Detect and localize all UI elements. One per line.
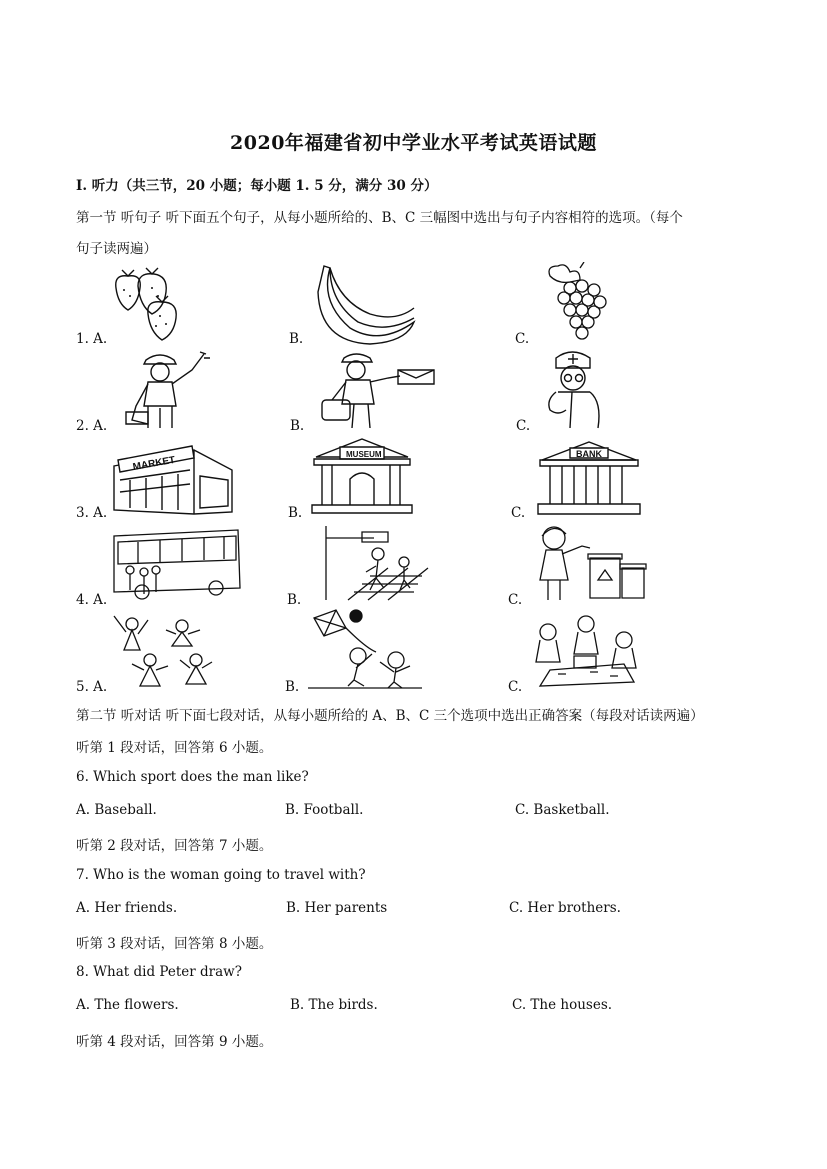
question-8: 8. What did Peter draw? bbox=[76, 964, 242, 980]
dialogue4-instruction: 听第 4 段对话，回答第 9 小题。 bbox=[76, 1034, 273, 1050]
part1-intro: 第一节 听句子 听下面五个句子，从每小题所给的、B、C 三幅图中选出与句子内容相符的选项。（每个 bbox=[76, 210, 683, 226]
bank-icon bbox=[536, 440, 642, 516]
q7-option-a: A. Her friends. bbox=[76, 900, 178, 916]
q2-label-a: 2. A. bbox=[76, 418, 108, 434]
q1-label-a: 1. A. bbox=[76, 331, 108, 347]
q3-label-c: C. bbox=[511, 505, 526, 521]
part2-intro: 第二节 听对话 听下面七段对话，从每小题所给的 A、B、C 三个选项中选出正确答案（每段对话读两遍） bbox=[76, 708, 704, 724]
q8-option-b: B. The birds. bbox=[290, 997, 378, 1013]
part1-intro-cont: 句子读两遍） bbox=[76, 241, 157, 257]
kite-flying-icon bbox=[306, 608, 424, 690]
market-icon bbox=[110, 436, 234, 516]
q6-option-a: A. Baseball. bbox=[76, 802, 157, 818]
q2-label-c: C. bbox=[516, 418, 531, 434]
q7-option-b: B. Her parents bbox=[286, 900, 388, 916]
bus-queue-icon bbox=[108, 526, 242, 604]
strawberries-icon bbox=[108, 266, 194, 344]
q3-label-a: 3. A. bbox=[76, 505, 108, 521]
q1-label-c: C. bbox=[515, 331, 530, 347]
q6-option-b: B. Football. bbox=[285, 802, 364, 818]
dancing-icon bbox=[110, 610, 216, 690]
section-header: Ⅰ. 听力（共三节，20 小题；每小题 1. 5 分，满分 30 分） bbox=[76, 178, 438, 194]
q4-label-b: B. bbox=[287, 592, 302, 608]
bananas-icon bbox=[310, 262, 422, 346]
dialogue1-instruction: 听第 1 段对话，回答第 6 小题。 bbox=[76, 740, 273, 756]
postman-icon bbox=[318, 350, 438, 430]
q2-label-b: B. bbox=[290, 418, 305, 434]
doctor-icon bbox=[536, 348, 616, 430]
question-6: 6. Which sport does the man like? bbox=[76, 769, 309, 785]
q8-option-a: A. The flowers. bbox=[76, 997, 179, 1013]
question-7: 7. Who is the woman going to travel with? bbox=[76, 867, 366, 883]
market-sign-text: MARKET bbox=[132, 454, 177, 474]
dialogue2-instruction: 听第 2 段对话，回答第 7 小题。 bbox=[76, 838, 273, 854]
grapes-icon bbox=[540, 262, 620, 342]
worker-icon bbox=[112, 350, 222, 430]
q8-option-c: C. The houses. bbox=[512, 997, 613, 1013]
picnic-icon bbox=[530, 610, 644, 688]
q6-option-c: C. Basketball. bbox=[515, 802, 610, 818]
q4-label-c: C. bbox=[508, 592, 523, 608]
q5-label-c: C. bbox=[508, 679, 523, 695]
museum-sign-text: MUSEUM bbox=[346, 450, 382, 459]
q5-label-b: B. bbox=[285, 679, 300, 695]
q1-label-b: B. bbox=[289, 331, 304, 347]
dialogue3-instruction: 听第 3 段对话，回答第 8 小题。 bbox=[76, 936, 273, 952]
museum-icon bbox=[310, 437, 414, 515]
q7-option-c: C. Her brothers. bbox=[509, 900, 621, 916]
page-title: 2020年福建省初中学业水平考试英语试题 bbox=[230, 132, 597, 154]
recycling-icon bbox=[532, 524, 648, 602]
bank-sign-text: BANK bbox=[576, 449, 602, 459]
q3-label-b: B. bbox=[288, 505, 303, 521]
q4-label-a: 4. A. bbox=[76, 592, 108, 608]
q5-label-a: 5. A. bbox=[76, 679, 108, 695]
crossing-road-icon bbox=[318, 524, 434, 602]
